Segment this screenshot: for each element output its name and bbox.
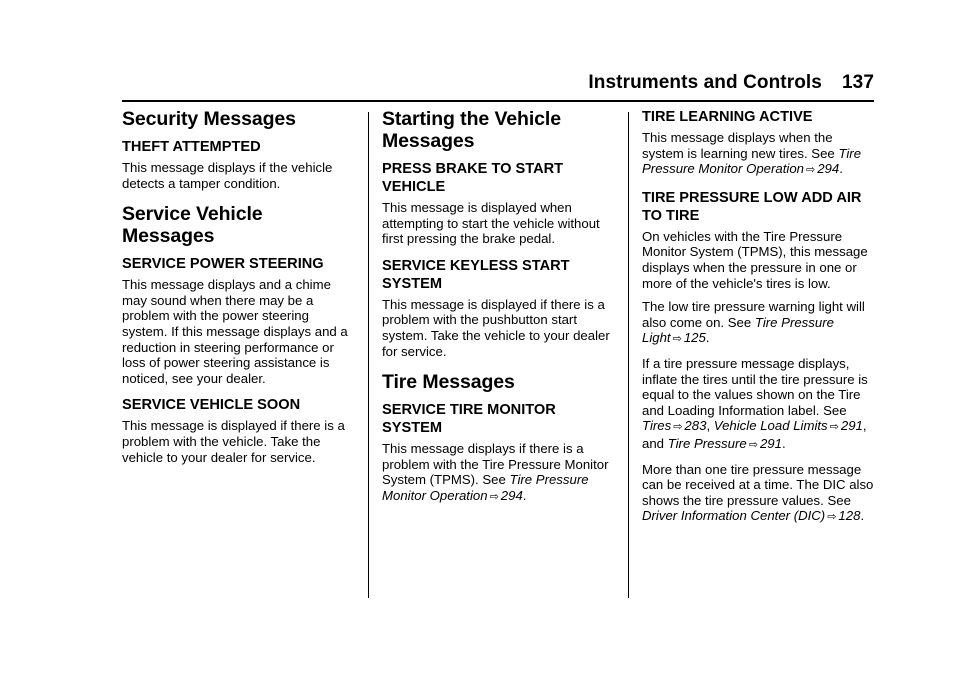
page-ref-arrow-icon: ⇨ bbox=[827, 511, 837, 524]
xref-driver-information-center[interactable]: Driver Information Center (DIC) ⇨ 128 bbox=[642, 508, 861, 524]
service-tire-monitor-text: This message displays if there is a problem with the Tire Pressure Monitor System (TPMS). See Tire Pressure Monitor Operation ⇨ 294. bbox=[382, 441, 609, 503]
tire-pressure-low-text-2: The low tire pressure warning light will also come on. See Tire Pressure Light ⇨ 125. bbox=[642, 299, 865, 346]
tire-pressure-low-text-4: More than one tire pressure message can be received at a time. The DIC also shows the tire pressure values. See Driver Information Center (DIC) ⇨ 128. bbox=[642, 461, 874, 524]
tire-pressure-low-text-1: On vehicles with the Tire Pressure Monitor System (TPMS), this message displays when the pressure in one or more of the vehicle's tires is low. bbox=[642, 228, 868, 291]
column-2 bbox=[382, 108, 616, 514]
page-ref-arrow-icon: ⇨ bbox=[673, 421, 683, 434]
page-ref-arrow-icon: ⇨ bbox=[489, 490, 499, 503]
service-keyless-start-text: This message is displayed if there is a problem with the pushbutton start system. Take the vehicle to your dealer for service. bbox=[382, 296, 610, 359]
xref-tire-pressure-light[interactable]: Tire Pressure Light ⇨ 125 bbox=[642, 314, 834, 346]
tire-pressure-low-heading: TIRE PRESSURE LOW ADD AIR TO TIRE bbox=[642, 189, 862, 224]
tire-messages-heading: Tire Messages bbox=[382, 371, 515, 394]
service-vehicle-soon-heading: SERVICE VEHICLE SOON bbox=[122, 397, 301, 414]
tire-learning-active-text: This message displays when the system is learning new tires. See Tire Pressure Monitor Operation ⇨ 294. bbox=[642, 130, 862, 177]
xref-tpms-operation-2[interactable]: Tire Pressure Monitor Operation ⇨ 294 bbox=[642, 145, 862, 177]
tire-pressure-low-text-3: If a tire pressure message displays, inflate the tires until the tire pressure is equal to the values shown on the Tire and Loading Information label. See Tires ⇨ 283, Vehicle Load Limits ⇨ 291, and Tire Pressure ⇨ 291. bbox=[642, 355, 868, 451]
press-brake-text: This message is displayed when attempting to start the vehicle without first pressing the brake pedal. bbox=[382, 200, 600, 247]
running-head bbox=[588, 72, 874, 94]
header-rule bbox=[122, 100, 874, 102]
xref-tires[interactable]: Tires ⇨ 283 bbox=[642, 418, 707, 434]
service-power-steering-text: This message displays and a chime may sound when there may be a problem with the power steering system. If this message displays and a reduction in steering performance or loss of power steering assistance is noticed, see your dealer. bbox=[122, 277, 348, 386]
service-vehicle-messages-heading: Service Vehicle Messages bbox=[122, 203, 263, 248]
page-ref-arrow-icon: ⇨ bbox=[806, 164, 816, 177]
theft-attempted-text: This message displays if the vehicle detects a tamper condition. bbox=[122, 160, 333, 191]
service-vehicle-soon-text: This message is displayed if there is a problem with the vehicle. Take the vehicle to your dealer for service. bbox=[122, 418, 345, 465]
xref-vehicle-load-limits[interactable]: Vehicle Load Limits ⇨ 291 bbox=[713, 418, 863, 434]
column-1 bbox=[122, 108, 356, 473]
column-divider-2 bbox=[628, 112, 629, 598]
section-title: Instruments and Controls bbox=[588, 72, 822, 93]
xref-tire-pressure[interactable]: Tire Pressure ⇨ 291 bbox=[667, 435, 782, 451]
service-power-steering-heading: SERVICE POWER STEERING bbox=[122, 256, 324, 273]
service-tire-monitor-heading: SERVICE TIRE MONITOR SYSTEM bbox=[382, 402, 556, 437]
security-messages-heading: Security Messages bbox=[122, 108, 296, 130]
press-brake-heading: PRESS BRAKE TO START VEHICLE bbox=[382, 161, 564, 195]
starting-vehicle-messages-heading: Starting the Vehicle Messages bbox=[382, 108, 561, 152]
page-ref-arrow-icon: ⇨ bbox=[748, 438, 758, 451]
tire-learning-active-heading: TIRE LEARNING ACTIVE bbox=[642, 109, 813, 125]
column-3 bbox=[642, 108, 876, 534]
column-divider-1 bbox=[368, 112, 369, 598]
theft-attempted-heading: THEFT ATTEMPTED bbox=[122, 139, 261, 155]
page-ref-arrow-icon: ⇨ bbox=[829, 421, 839, 434]
page-number: 137 bbox=[841, 72, 874, 93]
xref-tpms-operation[interactable]: Tire Pressure Monitor Operation ⇨ 294 bbox=[382, 472, 589, 503]
service-keyless-start-heading: SERVICE KEYLESS START SYSTEM bbox=[382, 257, 570, 292]
page-ref-arrow-icon: ⇨ bbox=[672, 333, 682, 346]
